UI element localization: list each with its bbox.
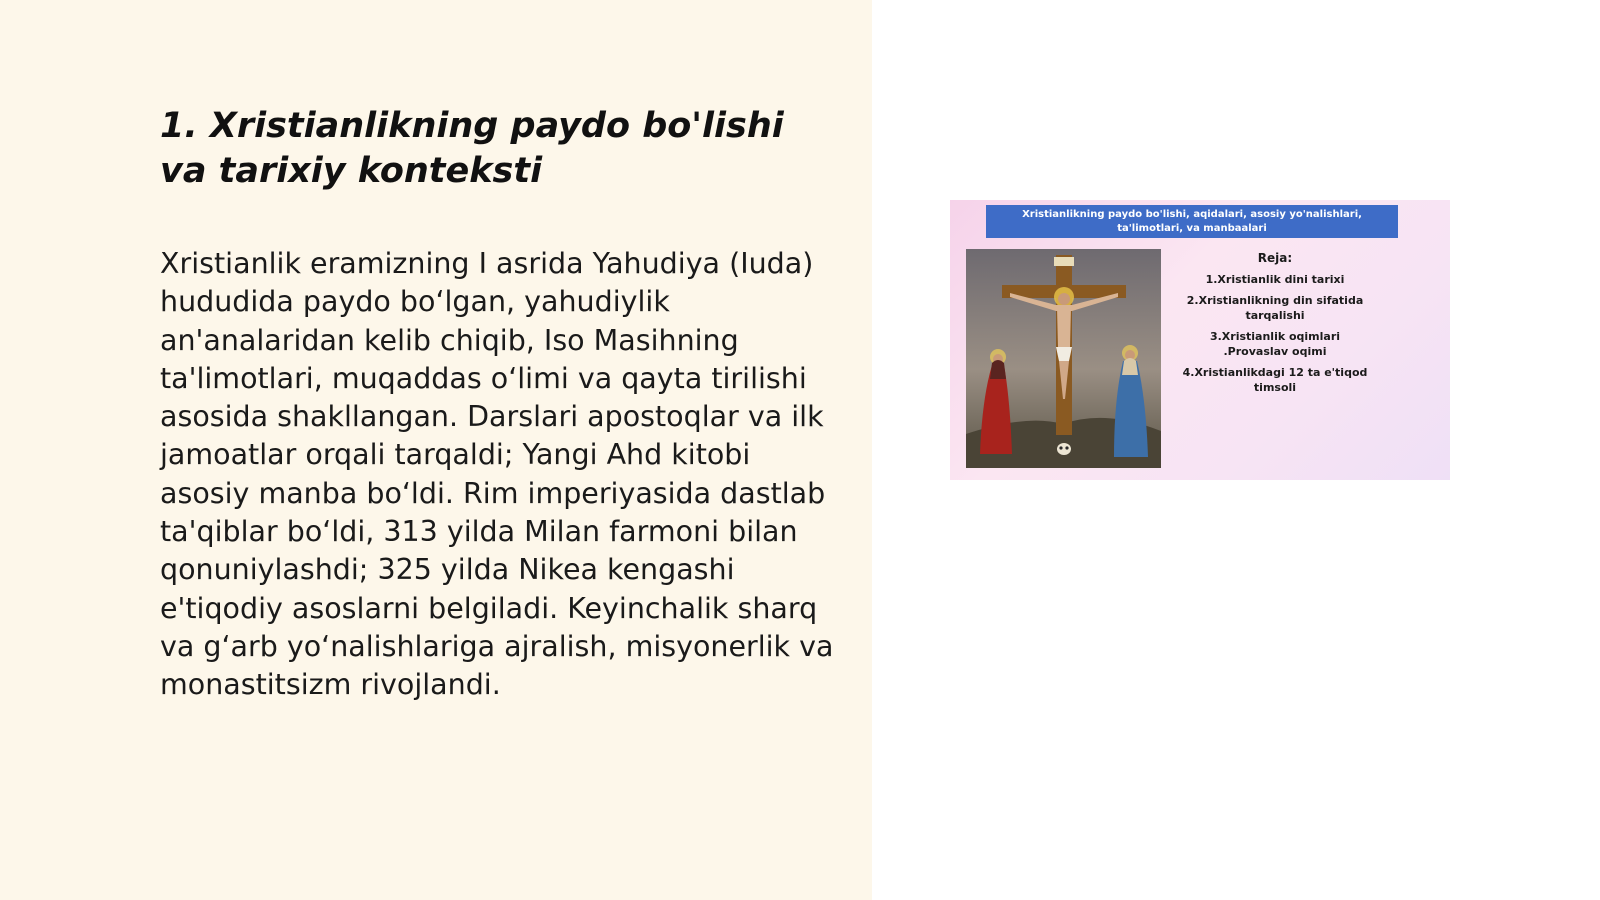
plan-item: 4.Xristianlikdagi 12 ta e'tiqod timsoli bbox=[1182, 366, 1368, 394]
slide-thumbnail bbox=[950, 200, 1450, 480]
plan-item: 1.Xristianlik dini tarixi bbox=[1205, 273, 1345, 286]
plan-list bbox=[1170, 250, 1380, 401]
slide-title: 1. Xristianlikning paydo bo'lishi va tarixiy konteksti bbox=[160, 106, 784, 191]
slide-body-text: Xristianlik eramizning I asrida Yahudiya (Iuda) hududida paydo bo‘lgan, yahudiylik an'analaridan kelib chiqib, Iso Masihning ta'limotlari, muqaddas o‘limi va qayta tirilishi asosida shakllangan. Darslari apostoqlar va ilk jamoatlar orqali tarqaldi; Yangi Ahd kitobi asosiy manba bo‘ldi. Rim imperiyasida dastlab ta'qiblar bo‘ldi, 313 yilda Milan farmoni bilan qonuniylashdi; 325 yilda Nikea kengashi e'tiqodiy asoslarni belgiladi. Keyinchalik sharq va g‘arb yo‘nalishlariga ajralish, misyonerlik va monastitsizm rivojlandi. bbox=[160, 247, 834, 702]
crucifixion-painting-image bbox=[966, 249, 1161, 468]
plan-heading: Reja: bbox=[1257, 251, 1293, 265]
plan-item: 2.Xristianlikning din sifatida tarqalishi bbox=[1186, 294, 1364, 322]
thumbnail-banner: Xristianlikning paydo bo'lishi, aqidalari, asosiy yo'nalishlari, ta'limotlari, va manbaalari bbox=[986, 205, 1398, 238]
plan-item: 3.Xristianlik oqimlari .Provaslav oqimi bbox=[1209, 330, 1341, 358]
